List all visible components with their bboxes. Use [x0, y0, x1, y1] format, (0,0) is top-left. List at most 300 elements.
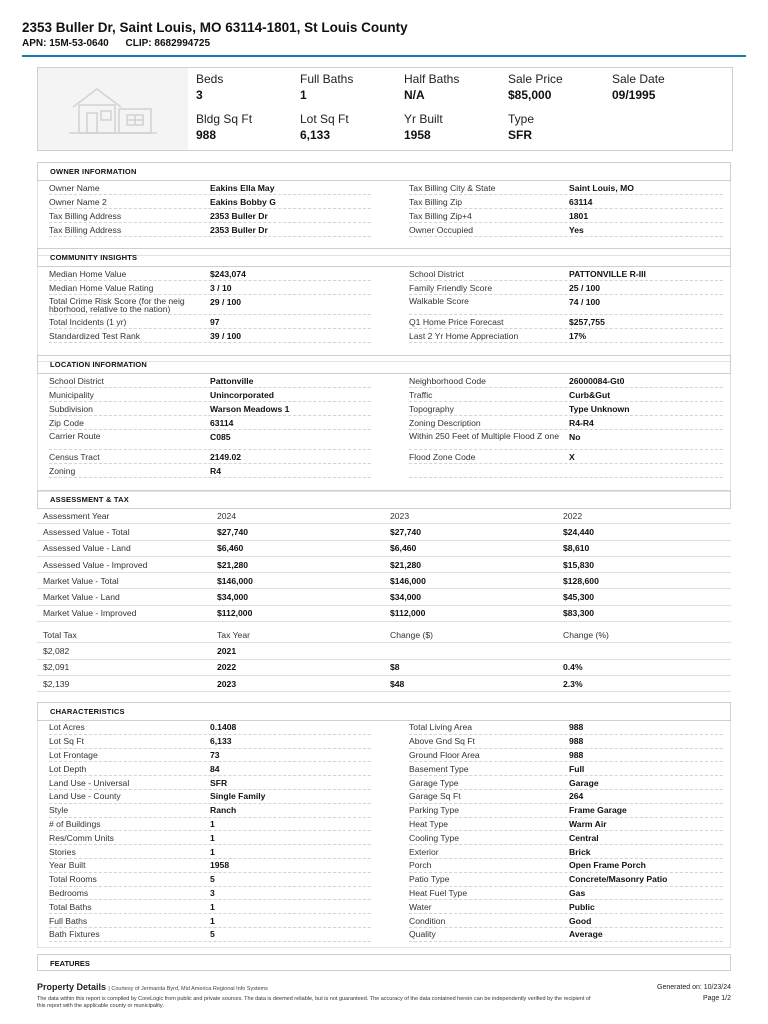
field-value: SFR	[210, 777, 228, 788]
field-row	[409, 735, 723, 749]
field-value: C085	[210, 432, 231, 442]
field-value: 2353 Buller Dr	[210, 224, 268, 235]
field-label: Total Rooms	[49, 874, 97, 885]
field-label: Bedrooms	[49, 887, 89, 898]
summary-cell	[508, 72, 612, 112]
disclaimer-text: The data within this report is compiled by CoreLogic from public and private sources. The data is deemed reliable, but is not guaranteed. The accuracy of the data contained herein can be independently verified by the recipient of this report with the applicable county or municipality.	[37, 996, 591, 1009]
field-value: PATTONVILLE R-III	[569, 268, 646, 279]
field-label: Land Use - Universal	[49, 777, 130, 788]
table-cell: $15,830	[563, 559, 595, 570]
community-fields	[37, 267, 731, 362]
field-label: Above Gnd Sq Ft	[409, 736, 475, 747]
field-row	[49, 818, 371, 832]
field-label: Tax Billing Address	[49, 224, 122, 235]
field-label: Zoning	[49, 465, 76, 476]
summary-label: Half Baths	[404, 72, 460, 86]
field-value: Saint Louis, MO	[569, 182, 634, 193]
field-label: Census Tract	[49, 451, 100, 462]
table-cell: Market Value - Improved	[43, 608, 137, 619]
field-row	[49, 762, 371, 776]
page-number: Page 1/2	[702, 995, 731, 1002]
field-row	[409, 195, 723, 209]
field-value: 25 / 100	[569, 282, 601, 293]
field-row	[409, 818, 723, 832]
field-row	[49, 374, 371, 388]
field-label: Exterior	[409, 846, 439, 857]
field-value: Warson Meadows 1	[210, 403, 290, 414]
field-label: Q1 Home Price Forecast	[409, 316, 504, 327]
field-row	[49, 914, 371, 928]
field-value: $243,074	[210, 268, 246, 279]
field-label: Zoning Description	[409, 417, 481, 428]
field-row	[409, 329, 723, 343]
left-column	[49, 181, 371, 237]
field-label: Condition	[409, 915, 446, 926]
field-label: Tax Billing Address	[49, 210, 122, 221]
summary-value: N/A	[404, 88, 425, 102]
field-row	[49, 859, 371, 873]
field-label: Full Baths	[49, 915, 88, 926]
field-value: R4	[210, 465, 221, 476]
field-label: Quality	[409, 929, 436, 940]
field-row	[409, 845, 723, 859]
field-value: No	[569, 432, 581, 442]
field-label: Flood Zone Code	[409, 451, 476, 462]
field-value: 1958	[210, 860, 230, 871]
owner-information-section	[37, 162, 731, 256]
field-row	[49, 928, 371, 942]
field-label: Lot Acres	[49, 722, 85, 733]
table-row	[37, 606, 731, 622]
field-label: Total Incidents (1 yr)	[49, 316, 127, 327]
field-label: Neighborhood Code	[409, 375, 486, 386]
field-value: 6,133	[210, 736, 232, 747]
table-cell: $8	[390, 662, 400, 673]
field-value: 2149.02	[210, 451, 242, 462]
table-cell: $146,000	[390, 575, 426, 586]
column-header: Change (%)	[563, 629, 609, 640]
summary-value: 09/1995	[612, 88, 656, 102]
field-label: Topography	[409, 403, 454, 414]
field-value: 26000084-Gt0	[569, 375, 625, 386]
assessment-header-row	[37, 508, 731, 524]
field-label: Total Crime Risk Score (for the neig hborhood, relative to the nation)	[49, 296, 185, 314]
field-label: Last 2 Yr Home Appreciation	[409, 330, 519, 341]
table-cell: Assessed Value - Land	[43, 543, 131, 554]
field-row	[49, 450, 371, 464]
table-cell: 2022	[217, 662, 237, 673]
field-row	[409, 721, 723, 735]
field-label: Tax Billing Zip+4	[409, 210, 472, 221]
field-value: 73	[210, 749, 220, 760]
column-header: Total Tax	[43, 629, 77, 640]
field-row	[409, 464, 723, 478]
summary-cell	[612, 112, 716, 152]
report-header	[22, 20, 746, 49]
features-section-header: FEATURES	[37, 954, 731, 971]
field-label: School District	[409, 268, 464, 279]
assessment-tax-section	[37, 490, 731, 509]
summary-label: Beds	[196, 72, 224, 86]
field-value: 29 / 100	[210, 297, 242, 307]
field-value: Frame Garage	[569, 805, 627, 816]
field-row	[49, 430, 371, 450]
field-value: Garage	[569, 777, 599, 788]
field-label: Tax Billing City & State	[409, 182, 496, 193]
summary-value: 1958	[404, 128, 431, 142]
field-label: Heat Fuel Type	[409, 887, 468, 898]
field-row	[409, 295, 723, 315]
summary-label: Bldg Sq Ft	[196, 112, 253, 126]
table-cell: Market Value - Total	[43, 575, 119, 586]
field-value: Average	[569, 929, 603, 940]
generated-date: Generated on: 10/23/24	[657, 984, 731, 991]
field-row	[49, 749, 371, 763]
field-value: Eakins Ella May	[210, 182, 275, 193]
field-value: 1	[210, 818, 215, 829]
field-value: Concrete/Masonry Patio	[569, 874, 668, 885]
house-placeholder-icon	[38, 68, 188, 150]
field-row	[49, 329, 371, 343]
table-cell: $27,740	[217, 526, 249, 537]
field-label: Zip Code	[49, 417, 84, 428]
field-value: 5	[210, 874, 215, 885]
summary-cell	[196, 112, 300, 152]
field-value: Yes	[569, 224, 584, 235]
table-cell: $2,091	[43, 662, 70, 673]
field-value: Eakins Bobby G	[210, 196, 276, 207]
table-row	[37, 573, 731, 589]
summary-cell	[612, 72, 716, 112]
left-column	[49, 721, 371, 942]
table-cell: $24,440	[563, 526, 595, 537]
left-column	[49, 374, 371, 478]
field-row	[49, 831, 371, 845]
field-label: Ground Floor Area	[409, 749, 480, 760]
property-ids	[22, 38, 746, 49]
field-label: Garage Sq Ft	[409, 791, 461, 802]
field-row	[409, 281, 723, 295]
table-row	[37, 676, 731, 692]
footer-courtesy: | Courtesy of Jermanita Byrd, Mid America Regional Info Systems	[108, 986, 268, 992]
column-header: Change ($)	[390, 629, 433, 640]
field-label: Walkable Score	[409, 296, 469, 306]
field-label: # of Buildings	[49, 818, 101, 829]
field-value: Single Family	[210, 791, 266, 802]
field-label: Standardized Test Rank	[49, 330, 141, 341]
field-value: Open Frame Porch	[569, 860, 646, 871]
field-row	[409, 831, 723, 845]
property-address-title: 2353 Buller Dr, Saint Louis, MO 63114-1801, St Louis County	[22, 20, 408, 35]
field-label: Style	[49, 805, 69, 816]
field-value: Ranch	[210, 805, 237, 816]
field-value: Warm Air	[569, 818, 607, 829]
table-row	[37, 524, 731, 540]
field-row	[409, 928, 723, 942]
field-value: 988	[569, 722, 584, 733]
property-summary	[37, 67, 733, 151]
field-row	[409, 181, 723, 195]
field-row	[409, 914, 723, 928]
table-cell: $45,300	[563, 592, 595, 603]
field-row	[49, 776, 371, 790]
table-cell: $6,460	[390, 543, 417, 554]
clip-label: CLIP: 8682994725	[125, 38, 211, 49]
field-row	[49, 209, 371, 223]
table-cell: $128,600	[563, 575, 599, 586]
right-column	[409, 721, 723, 942]
table-cell: $21,280	[390, 559, 422, 570]
right-column	[409, 181, 723, 237]
apn-label: APN: 15M-53-0640	[22, 38, 109, 49]
field-value: Gas	[569, 887, 586, 898]
field-value: 1	[210, 832, 215, 843]
field-value: X	[569, 451, 575, 462]
field-row	[49, 900, 371, 914]
table-cell: $34,000	[217, 592, 249, 603]
summary-value: 6,133	[300, 128, 331, 142]
field-label: Garage Type	[409, 777, 459, 788]
table-row	[37, 557, 731, 573]
summary-cell	[508, 112, 612, 152]
field-label: Municipality	[49, 389, 94, 400]
summary-label: Full Baths	[300, 72, 354, 86]
field-row	[49, 295, 371, 315]
field-row	[409, 223, 723, 237]
field-value: Pattonville	[210, 375, 254, 386]
field-value: 264	[569, 791, 584, 802]
field-row	[49, 195, 371, 209]
summary-value: 988	[196, 128, 217, 142]
owner-fields	[37, 181, 731, 256]
field-row	[409, 430, 723, 450]
field-value: 988	[569, 749, 584, 760]
field-row	[49, 845, 371, 859]
summary-value: 1	[300, 88, 307, 102]
field-label: Cooling Type	[409, 832, 460, 843]
field-value: 39 / 100	[210, 330, 242, 341]
summary-value: SFR	[508, 128, 532, 142]
field-row	[409, 315, 723, 329]
summary-cell	[404, 112, 508, 152]
table-cell: $27,740	[390, 526, 422, 537]
field-label: Patio Type	[409, 874, 450, 885]
field-row	[49, 735, 371, 749]
field-value: 3	[210, 887, 215, 898]
table-cell: $48	[390, 678, 405, 689]
field-row	[409, 859, 723, 873]
field-value: $257,755	[569, 316, 605, 327]
summary-cell	[196, 72, 300, 112]
summary-cell	[300, 112, 404, 152]
field-row	[409, 402, 723, 416]
column-header: Assessment Year	[43, 510, 110, 521]
field-row	[49, 281, 371, 295]
field-label: Lot Sq Ft	[49, 736, 84, 747]
field-row	[409, 749, 723, 763]
right-column	[409, 267, 723, 343]
field-value: Full	[569, 763, 585, 774]
table-cell: $8,610	[563, 543, 590, 554]
summary-grid	[196, 72, 716, 152]
field-row	[409, 790, 723, 804]
section-title: ASSESSMENT & TAX	[37, 490, 731, 509]
field-row	[49, 464, 371, 478]
table-cell: $2,082	[43, 645, 70, 656]
field-label: Bath Fixtures	[49, 929, 100, 940]
summary-label: Sale Price	[508, 72, 563, 86]
summary-label: Lot Sq Ft	[300, 112, 349, 126]
field-row	[409, 267, 723, 281]
field-row	[49, 402, 371, 416]
field-label: Heat Type	[409, 818, 449, 829]
field-label: Year Built	[49, 860, 86, 871]
community-insights-section	[37, 248, 731, 362]
table-cell: Assessed Value - Improved	[43, 559, 148, 570]
field-value: 63114	[569, 196, 593, 207]
field-label: Parking Type	[409, 805, 460, 816]
field-label: Lot Frontage	[49, 749, 98, 760]
field-value: 63114	[210, 417, 234, 428]
summary-value: $85,000	[508, 88, 552, 102]
field-label: Water	[409, 901, 432, 912]
field-value: 84	[210, 763, 220, 774]
field-label: Owner Occupied	[409, 224, 474, 235]
column-header: 2023	[390, 510, 410, 521]
location-information-section	[37, 355, 731, 492]
location-fields	[37, 374, 731, 492]
field-row	[49, 223, 371, 237]
field-row	[49, 790, 371, 804]
field-row	[49, 388, 371, 402]
field-value: 0.1408	[210, 722, 237, 733]
field-value: 1	[210, 846, 215, 857]
summary-cell	[300, 72, 404, 112]
right-column	[409, 374, 723, 478]
field-label: Carrier Route	[49, 431, 101, 441]
table-cell: $146,000	[217, 575, 253, 586]
field-value: Central	[569, 832, 599, 843]
characteristics-section	[37, 702, 731, 948]
assessment-table	[37, 508, 731, 622]
section-title: COMMUNITY INSIGHTS	[37, 248, 731, 267]
table-cell: $2,139	[43, 678, 70, 689]
field-row	[49, 315, 371, 329]
column-header: 2022	[563, 510, 583, 521]
table-cell: $112,000	[217, 608, 253, 619]
field-label: Subdivision	[49, 403, 93, 414]
field-value: Curb&Gut	[569, 389, 611, 400]
table-row	[37, 589, 731, 605]
table-cell: Market Value - Land	[43, 592, 120, 603]
field-row	[409, 887, 723, 901]
field-row	[49, 804, 371, 818]
header-divider	[22, 55, 746, 57]
table-cell: 2.3%	[563, 678, 583, 689]
field-label: School District	[49, 375, 104, 386]
table-cell: Assessed Value - Total	[43, 526, 130, 537]
field-row	[409, 873, 723, 887]
field-label: Total Living Area	[409, 722, 473, 733]
left-column	[49, 267, 371, 343]
characteristics-fields	[37, 721, 731, 948]
field-row	[49, 873, 371, 887]
table-row	[37, 660, 731, 676]
table-row	[37, 643, 731, 659]
field-row	[409, 209, 723, 223]
table-cell: $21,280	[217, 559, 249, 570]
field-row	[49, 181, 371, 195]
table-cell: $112,000	[390, 608, 426, 619]
field-row	[409, 416, 723, 430]
summary-label: Yr Built	[404, 112, 443, 126]
field-label: Family Friendly Score	[409, 282, 493, 293]
summary-cell	[404, 72, 508, 112]
field-value: 1	[210, 901, 215, 912]
field-value: 988	[569, 736, 584, 747]
field-row	[409, 776, 723, 790]
summary-value: 3	[196, 88, 203, 102]
tax-history-table	[37, 627, 731, 692]
footer-title: Property Details	[37, 982, 107, 992]
column-header: 2024	[217, 510, 237, 521]
table-cell: $34,000	[390, 592, 422, 603]
field-label: Owner Name	[49, 182, 100, 193]
table-cell: $6,460	[217, 543, 244, 554]
field-label: Basement Type	[409, 763, 469, 774]
report-footer	[37, 982, 731, 1010]
field-value: 17%	[569, 330, 587, 341]
field-value: 1	[210, 915, 215, 926]
field-row	[409, 388, 723, 402]
summary-label: Type	[508, 112, 535, 126]
field-value: Type Unknown	[569, 403, 630, 414]
field-value: 74 / 100	[569, 297, 601, 307]
field-value: 5	[210, 929, 215, 940]
field-label: Lot Depth	[49, 763, 87, 774]
field-value: 2353 Buller Dr	[210, 210, 268, 221]
field-label: Total Baths	[49, 901, 92, 912]
field-value: 97	[210, 316, 220, 327]
field-row	[409, 804, 723, 818]
field-value: 1801	[569, 210, 589, 221]
section-title: CHARACTERISTICS	[37, 702, 731, 721]
field-value: R4-R4	[569, 417, 594, 428]
field-label: Within 250 Feet of Multiple Flood Z one	[409, 431, 559, 441]
field-row	[409, 450, 723, 464]
field-label: Median Home Value Rating	[49, 282, 154, 293]
field-row	[49, 887, 371, 901]
field-value: 3 / 10	[210, 282, 232, 293]
tax-header-row	[37, 627, 731, 643]
field-label: Traffic	[409, 389, 433, 400]
field-row	[49, 416, 371, 430]
field-row	[409, 374, 723, 388]
field-value: Public	[569, 901, 595, 912]
field-row	[409, 762, 723, 776]
field-label: Res/Comm Units	[49, 832, 114, 843]
summary-label: Sale Date	[612, 72, 665, 86]
field-label: Porch	[409, 860, 432, 871]
field-value: Unincorporated	[210, 389, 274, 400]
field-row	[409, 900, 723, 914]
column-header: Tax Year	[217, 629, 250, 640]
table-cell: 0.4%	[563, 662, 583, 673]
table-row	[37, 541, 731, 557]
field-label: Owner Name 2	[49, 196, 107, 207]
field-label: Median Home Value	[49, 268, 127, 279]
field-label: Land Use - County	[49, 791, 121, 802]
